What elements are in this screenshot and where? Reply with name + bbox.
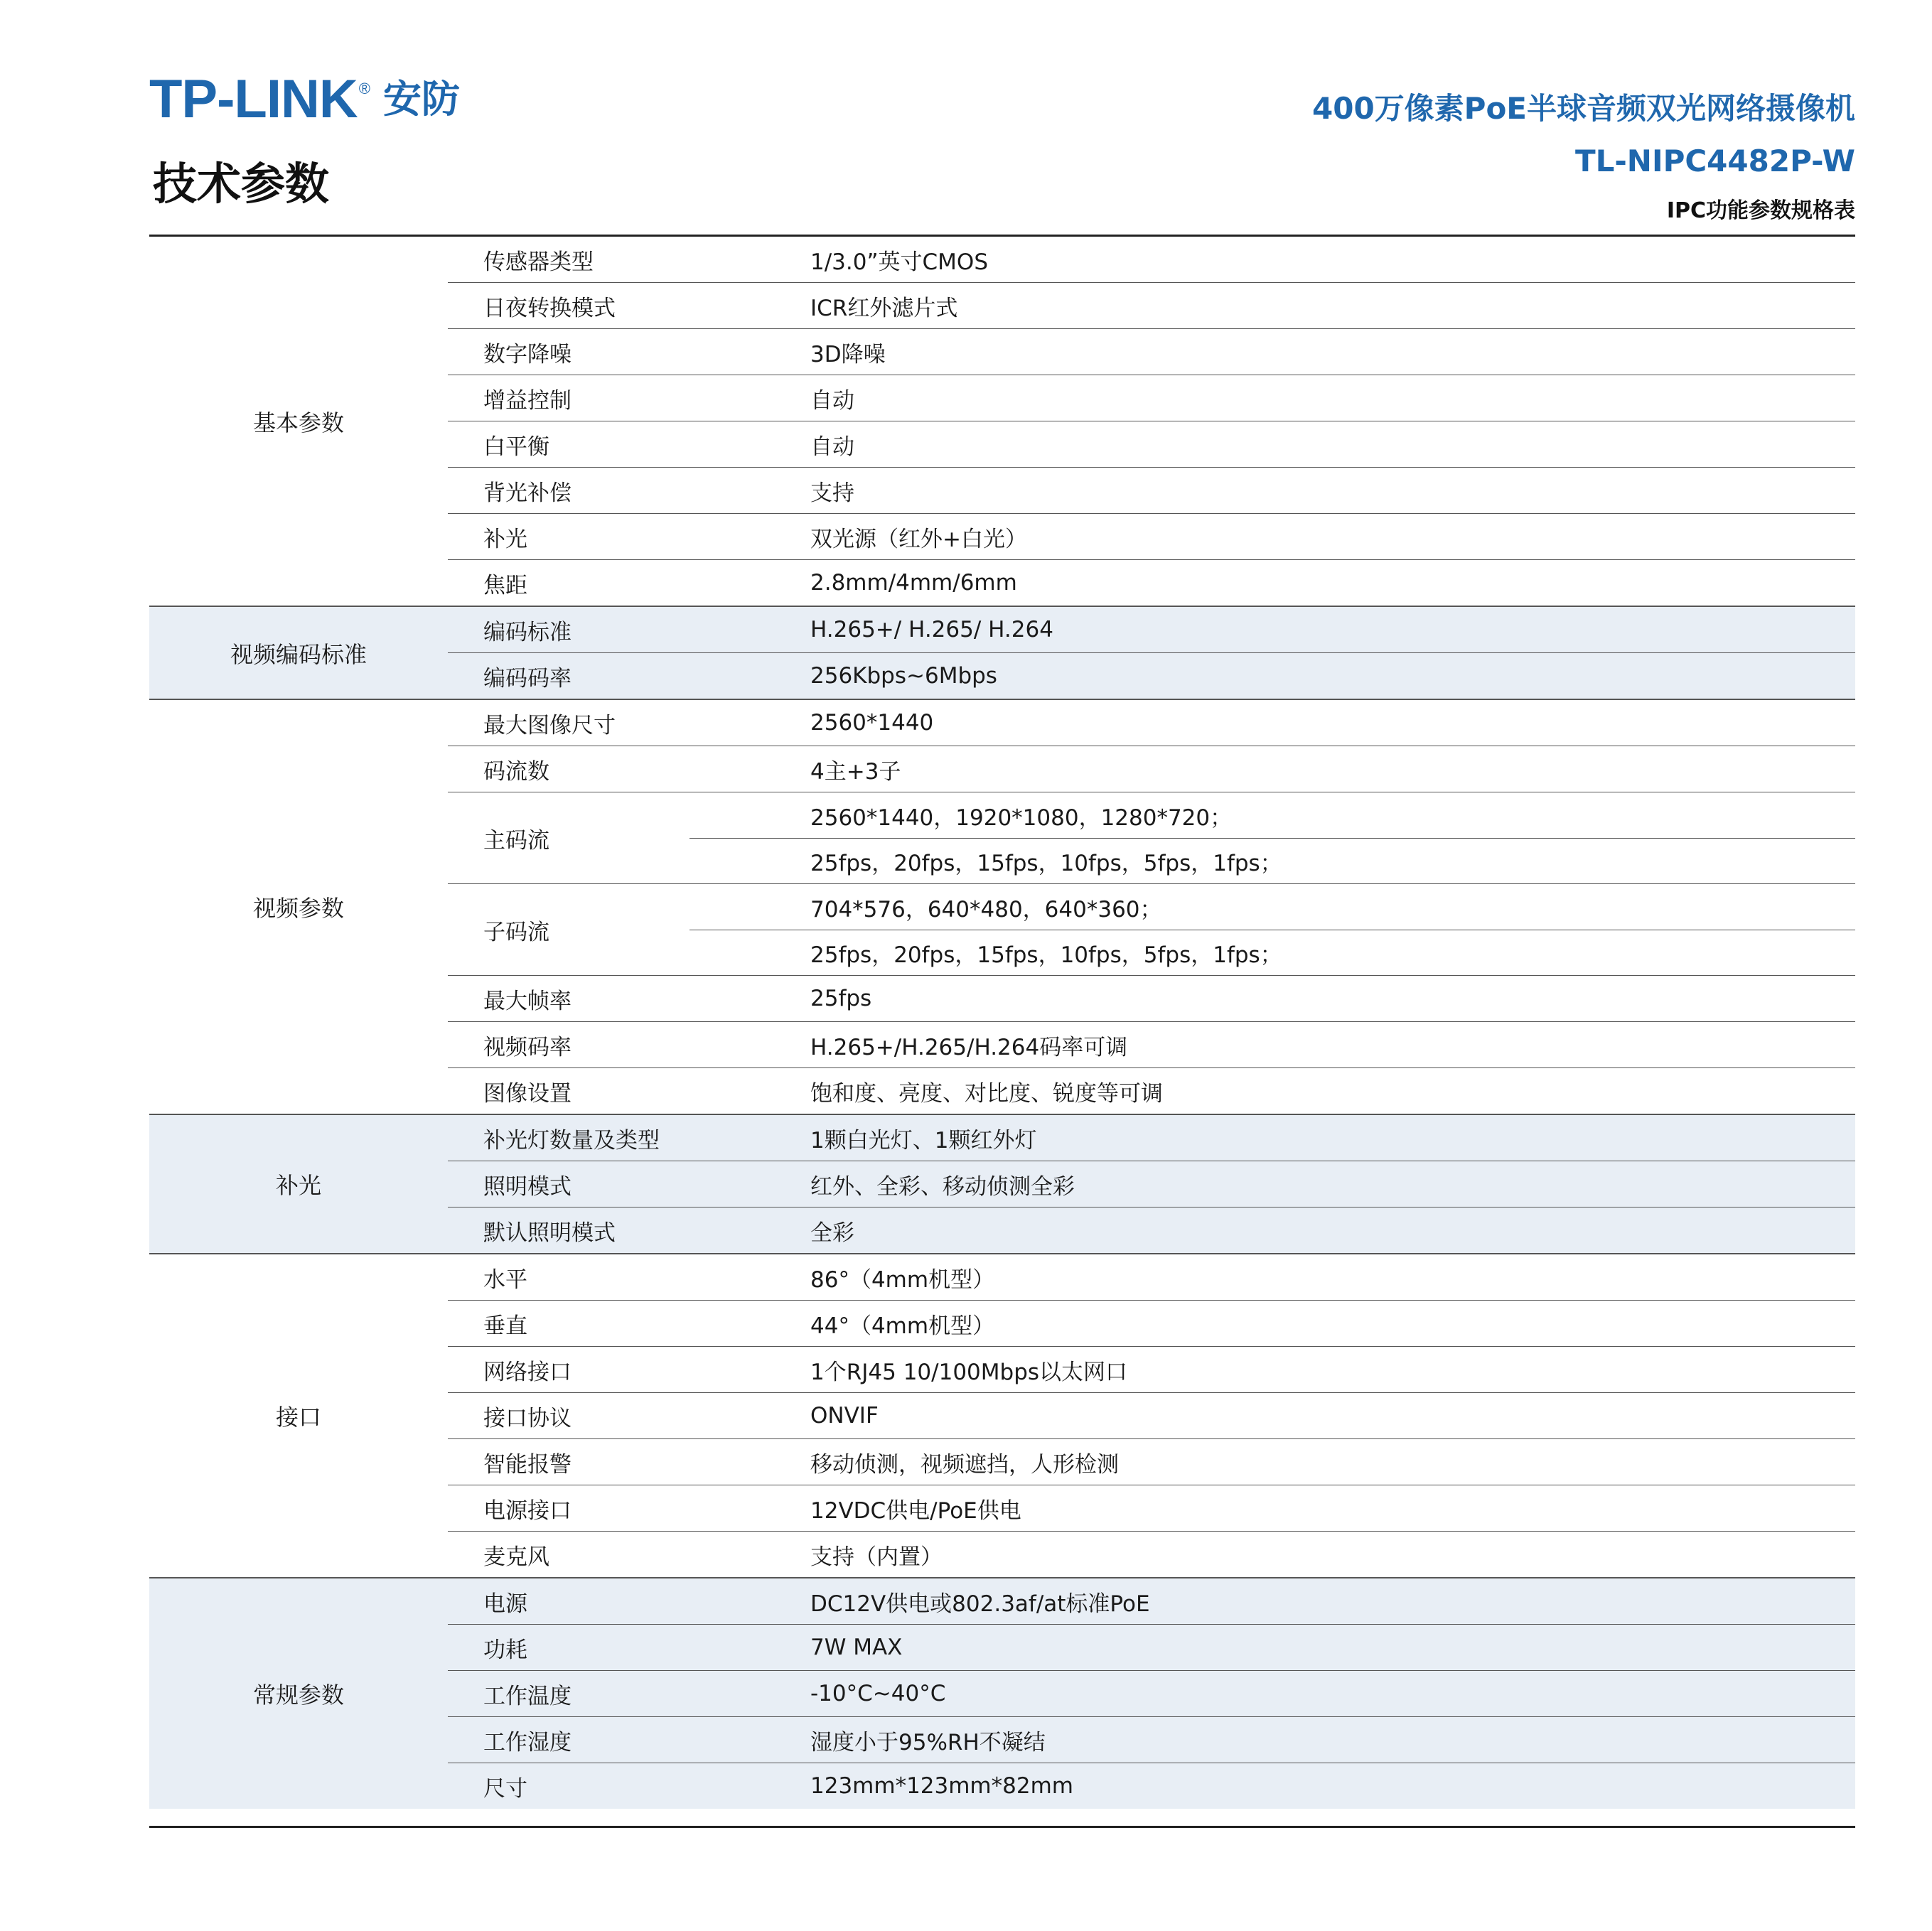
param-value: 自动: [810, 434, 854, 460]
spec-row: [448, 746, 1855, 792]
param-value: 支持: [810, 480, 854, 506]
group-label: 视频参数: [252, 895, 344, 922]
param-value: -10°C~40°C: [810, 1681, 946, 1706]
param-value: 3D降噪: [810, 341, 886, 367]
param-name: 智能报警: [483, 1451, 571, 1478]
group-label: 补光: [275, 1172, 321, 1199]
param-name: 日夜转换模式: [483, 295, 616, 321]
param-name: 麦克风: [483, 1544, 549, 1570]
group-label: 常规参数: [252, 1682, 344, 1709]
param-value: 自动: [810, 387, 854, 414]
param-value: DC12V供电或802.3af/at标准PoE: [810, 1591, 1150, 1617]
spec-table: [149, 237, 1855, 1809]
param-name: 水平: [483, 1266, 527, 1293]
param-name: 补光灯数量及类型: [483, 1127, 660, 1153]
spec-group: [149, 237, 1855, 606]
spec-row: [448, 1438, 1855, 1485]
group-label: 基本参数: [252, 409, 344, 436]
param-name: 补光: [483, 526, 527, 552]
product-name: 400万像素PoE半球音频双光网络摄像机: [1312, 91, 1855, 126]
spec-row: [448, 1115, 1855, 1161]
param-name: 功耗: [483, 1637, 527, 1663]
param-value: 全彩: [810, 1220, 854, 1246]
spec-row: [448, 1531, 1855, 1577]
param-value: 2.8mm/4mm/6mm: [810, 570, 1017, 596]
param-name: 主码流: [483, 827, 549, 854]
param-name: 工作湿度: [483, 1729, 571, 1755]
spec-row: [448, 1716, 1855, 1763]
param-value: 2560*1440，1920*1080，1280*720；: [810, 805, 1233, 831]
param-value: 红外、全彩、移动侦测全彩: [810, 1173, 1075, 1200]
param-name: 焦距: [483, 572, 527, 598]
spec-row-multi: [448, 792, 1855, 883]
param-name: 白平衡: [483, 434, 549, 460]
param-value: 123mm*123mm*82mm: [810, 1773, 1073, 1799]
logo-subtitle: 安防: [382, 77, 460, 122]
spec-group: [149, 1114, 1855, 1253]
param-name: 子码流: [483, 919, 549, 945]
param-value: 256Kbps~6Mbps: [810, 663, 997, 689]
param-value: 支持（内置）: [810, 1544, 943, 1570]
param-name: 码流数: [483, 758, 549, 785]
tp-link-logo: [149, 69, 460, 129]
spec-row: [448, 1067, 1855, 1114]
spec-row: [448, 700, 1855, 746]
spec-row: [448, 607, 1855, 652]
spec-row: [448, 1763, 1855, 1809]
spec-group: [149, 699, 1855, 1114]
group-label: 视频编码标准: [230, 640, 367, 668]
param-name: 尺寸: [483, 1775, 527, 1802]
param-value: H.265+/ H.265/ H.264: [810, 617, 1053, 642]
param-value: 44°（4mm机型）: [810, 1313, 995, 1339]
spec-row: [448, 1254, 1855, 1300]
param-value: 25fps，20fps，15fps，10fps，5fps，1fps；: [689, 930, 1855, 975]
spec-row: [448, 282, 1855, 328]
param-value: 双光源（红外+白光）: [810, 526, 1027, 552]
param-name: 数字降噪: [483, 341, 571, 367]
param-name: 最大图像尺寸: [483, 712, 616, 738]
spec-row: [448, 559, 1855, 606]
param-value: 7W MAX: [810, 1635, 903, 1660]
spec-row: [448, 1021, 1855, 1067]
param-name: 增益控制: [483, 387, 571, 414]
spec-row: [448, 1392, 1855, 1438]
spec-row: [448, 513, 1855, 559]
param-name: 最大帧率: [483, 988, 571, 1014]
spec-row: [448, 1346, 1855, 1392]
spec-row: [448, 328, 1855, 375]
param-value: ONVIF: [810, 1403, 879, 1429]
param-value: 86°（4mm机型）: [810, 1266, 995, 1293]
param-name: 垂直: [483, 1313, 527, 1339]
param-value: 12VDC供电/PoE供电: [810, 1497, 1021, 1524]
spec-row: [448, 237, 1855, 282]
param-name: 编码码率: [483, 665, 571, 692]
spec-row: [448, 1485, 1855, 1531]
param-name: 图像设置: [483, 1080, 571, 1107]
spec-row: [448, 375, 1855, 421]
spec-group: [149, 606, 1855, 699]
param-value: 4主+3子: [810, 758, 901, 785]
param-value: 2560*1440: [810, 710, 934, 736]
spec-group: [149, 1577, 1855, 1809]
param-name: 默认照明模式: [483, 1220, 616, 1246]
spec-row: [448, 1578, 1855, 1624]
product-model: TL-NIPC4482P-W: [1574, 144, 1855, 178]
param-value: 25fps: [810, 986, 872, 1011]
spec-row: [448, 652, 1855, 699]
param-name: 网络接口: [483, 1359, 571, 1385]
param-name: 传感器类型: [483, 249, 594, 275]
param-name: 接口协议: [483, 1405, 571, 1431]
param-value: 湿度小于95%RH不凝结: [810, 1729, 1046, 1755]
param-value: ICR红外滤片式: [810, 295, 958, 321]
group-label: 接口: [275, 1404, 321, 1431]
spec-row: [448, 1207, 1855, 1253]
spec-row: [448, 1670, 1855, 1716]
logo-brand: TP-LINK: [149, 69, 358, 129]
param-name: 工作温度: [483, 1683, 571, 1709]
spec-row: [448, 1161, 1855, 1207]
spec-row-multi: [448, 883, 1855, 975]
param-value: H.265+/H.265/H.264码率可调: [810, 1034, 1128, 1060]
param-value: 1/3.0”英寸CMOS: [810, 249, 988, 275]
param-value: 移动侦测，视频遮挡，人形检测: [810, 1451, 1119, 1478]
param-value: 饱和度、亮度、对比度、锐度等可调: [810, 1080, 1163, 1107]
param-value: 25fps，20fps，15fps，10fps，5fps，1fps；: [689, 838, 1855, 883]
param-value: 704*576，640*480，640*360；: [810, 896, 1162, 923]
param-name: 背光补偿: [483, 480, 571, 506]
page-title: 技术参数: [153, 158, 330, 210]
spec-row: [448, 1300, 1855, 1346]
spec-group: [149, 1253, 1855, 1577]
spec-row: [448, 467, 1855, 513]
param-name: 编码标准: [483, 619, 571, 645]
param-name: 电源: [483, 1591, 527, 1617]
param-value: 1个RJ45 10/100Mbps以太网口: [810, 1359, 1128, 1385]
spec-row: [448, 421, 1855, 467]
param-name: 电源接口: [483, 1497, 571, 1524]
param-name: 照明模式: [483, 1173, 571, 1200]
logo-registered-mark: ®: [358, 80, 370, 97]
param-name: 视频码率: [483, 1034, 571, 1060]
spec-row: [448, 975, 1855, 1021]
param-value: 1颗白光灯、1颗红外灯: [810, 1127, 1037, 1153]
spec-row: [448, 1624, 1855, 1670]
spec-sheet-label: IPC功能参数规格表: [1666, 198, 1855, 223]
bottom-divider: [149, 1826, 1855, 1828]
